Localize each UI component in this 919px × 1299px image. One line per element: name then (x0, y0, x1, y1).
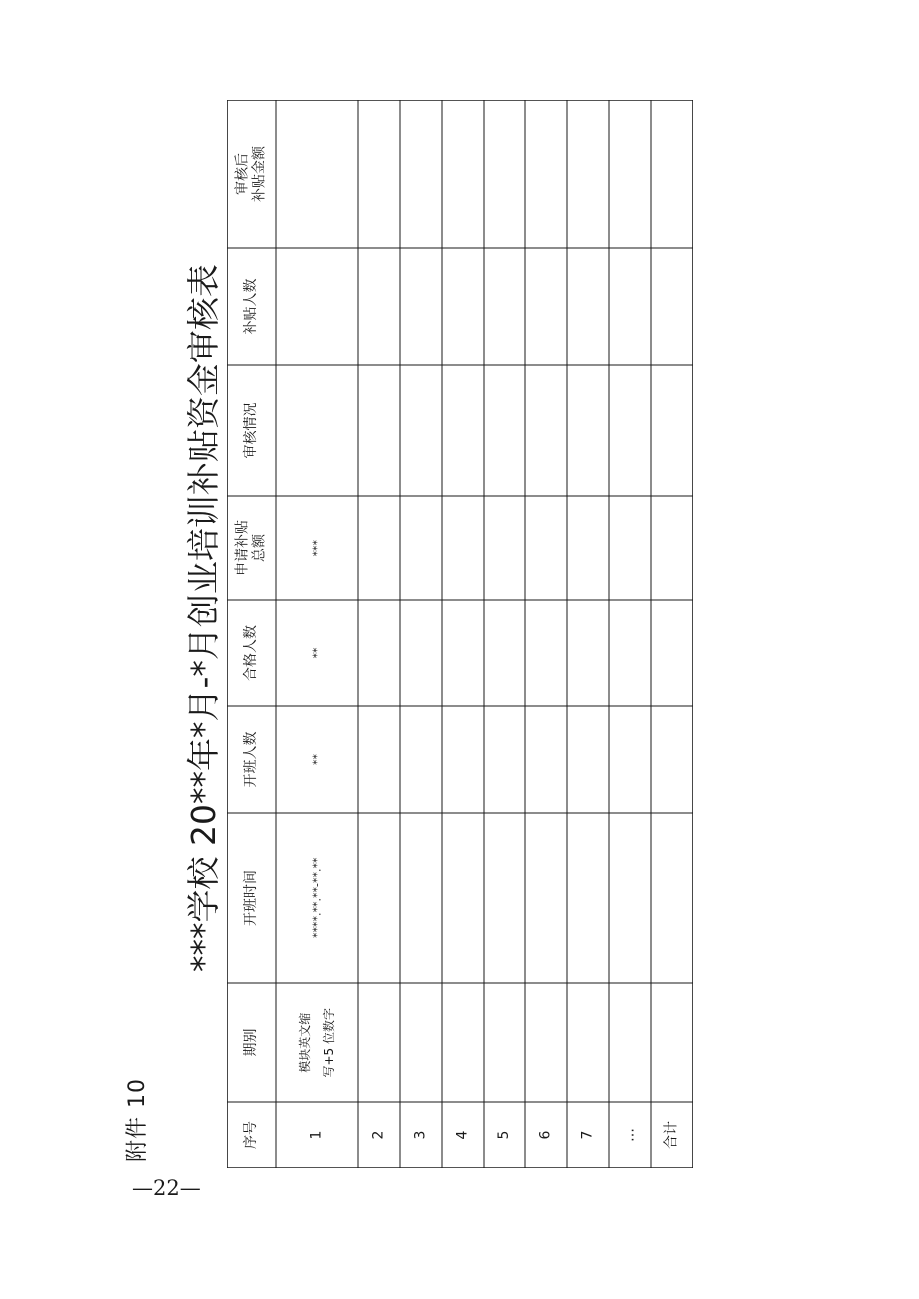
cell-seq-6: 6 (537, 1130, 554, 1140)
header-seq: 序号 (243, 1121, 259, 1149)
header-applied_total: 申请补贴 总额 (234, 520, 268, 576)
annex-label: 附件 10 (125, 1078, 150, 1162)
header-approved_amount: 审核后 补贴金额 (234, 146, 268, 202)
header-time: 开班时间 (243, 870, 259, 926)
cell-qualified-1: ** (310, 647, 324, 659)
cell-enrolled-1: ** (310, 754, 324, 765)
page-number: —22— (132, 1176, 201, 1200)
cell-seq-2: 2 (370, 1130, 387, 1140)
cell-seq-5: 5 (496, 1130, 512, 1140)
cell-time-1: ****.**.**-**.** (310, 857, 324, 938)
header-subsidy_people: 补贴人数 (243, 278, 259, 335)
cell-seq-9: 合计 (663, 1121, 680, 1149)
cell-seq-3: 3 (412, 1130, 429, 1140)
header-period: 期别 (243, 1028, 259, 1057)
cell-seq-8: … (621, 1128, 638, 1142)
document-title: ***学校 20**年*月-*月创业培训补贴资金审核表 (184, 264, 223, 972)
cell-seq-1: 1 (308, 1130, 325, 1140)
subsidy-review-table (227, 100, 693, 1168)
header-qualified: 合格人数 (243, 625, 259, 681)
cell-applied_total-1: *** (310, 540, 324, 557)
header-enrolled: 开班人数 (243, 731, 259, 788)
cell-period-1: 模块英文缩 写+5 位数字 (298, 1007, 336, 1078)
header-review_status: 审核情况 (243, 402, 259, 459)
cell-seq-7: 7 (579, 1130, 596, 1140)
cell-seq-4: 4 (454, 1130, 471, 1140)
